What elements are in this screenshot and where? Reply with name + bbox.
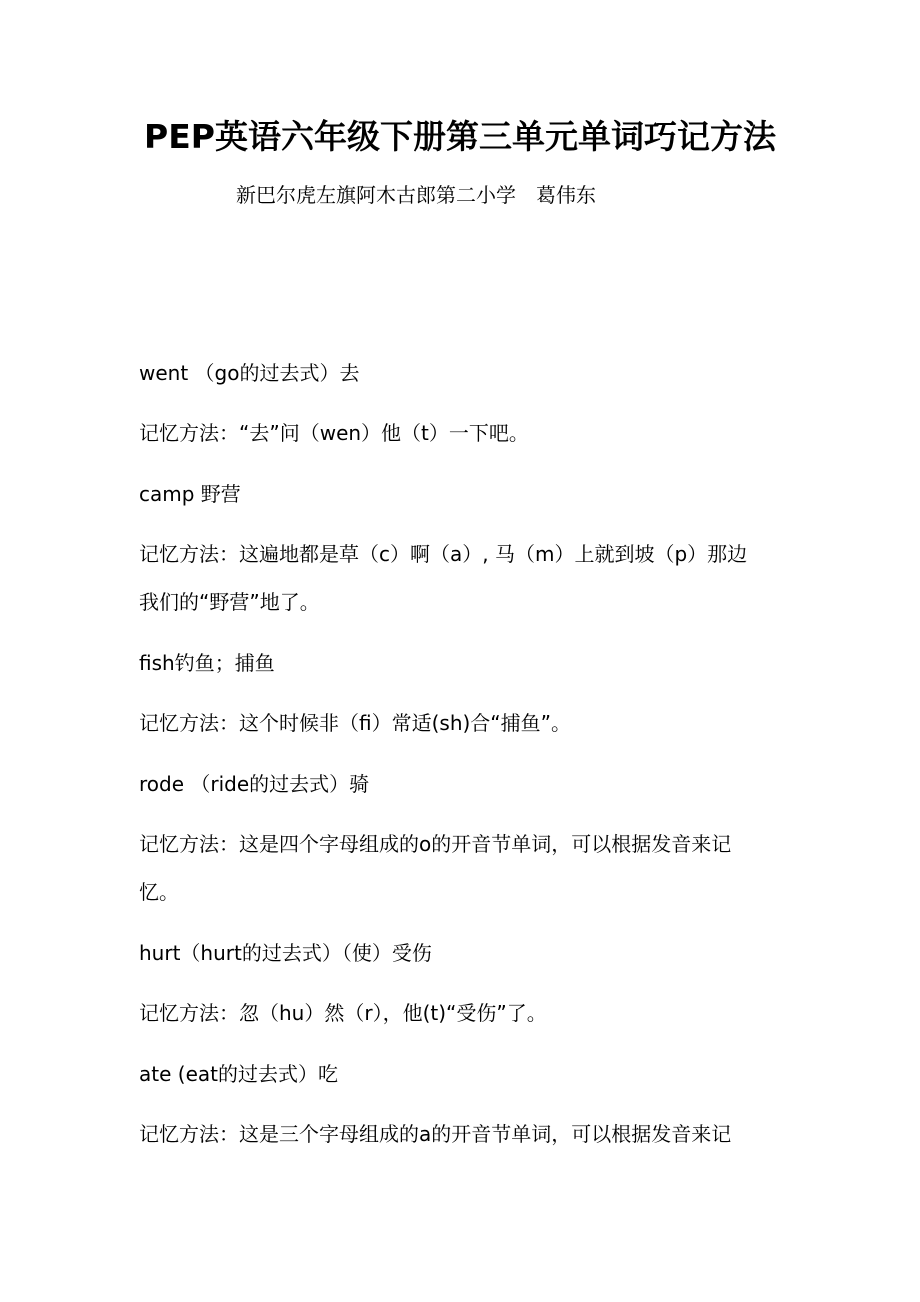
memory-tip-camp-continued: 我们的“野营”地了。 bbox=[139, 590, 320, 614]
word-hurt: hurt（hurt的过去式）（使）受伤 bbox=[139, 941, 432, 965]
document-title: PEP英语六年级下册第三单元单词巧记方法 bbox=[144, 117, 776, 156]
memory-tip-went: 记忆方法：“去”问（wen）他（t）一下吧。 bbox=[139, 421, 529, 445]
word-went: went （go的过去式）去 bbox=[139, 361, 360, 385]
word-rode: rode （ride的过去式）骑 bbox=[139, 772, 370, 796]
memory-tip-ate: 记忆方法：这是三个字母组成的a的开音节单词，可以根据发音来记 bbox=[139, 1122, 732, 1146]
memory-tip-rode: 记忆方法：这是四个字母组成的o的开音节单词，可以根据发音来记 bbox=[139, 832, 732, 856]
memory-tip-fish: 记忆方法：这个时候非（fi）常适(sh)合“捕鱼”。 bbox=[139, 711, 572, 735]
memory-tip-rode-continued: 忆。 bbox=[139, 880, 179, 904]
memory-tip-hurt: 记忆方法：忽（hu）然（r），他(t)“受伤”了。 bbox=[139, 1001, 547, 1025]
memory-tip-camp: 记忆方法：这遍地都是草（c）啊（a）, 马（m）上就到坡（p）那边 bbox=[139, 542, 748, 566]
word-ate: ate (eat的过去式）吃 bbox=[139, 1062, 338, 1086]
document-author: 新巴尔虎左旗阿木古郎第二小学 葛伟东 bbox=[236, 183, 596, 207]
word-fish: fish钓鱼；捕鱼 bbox=[139, 651, 275, 675]
word-camp: camp 野营 bbox=[139, 482, 241, 506]
